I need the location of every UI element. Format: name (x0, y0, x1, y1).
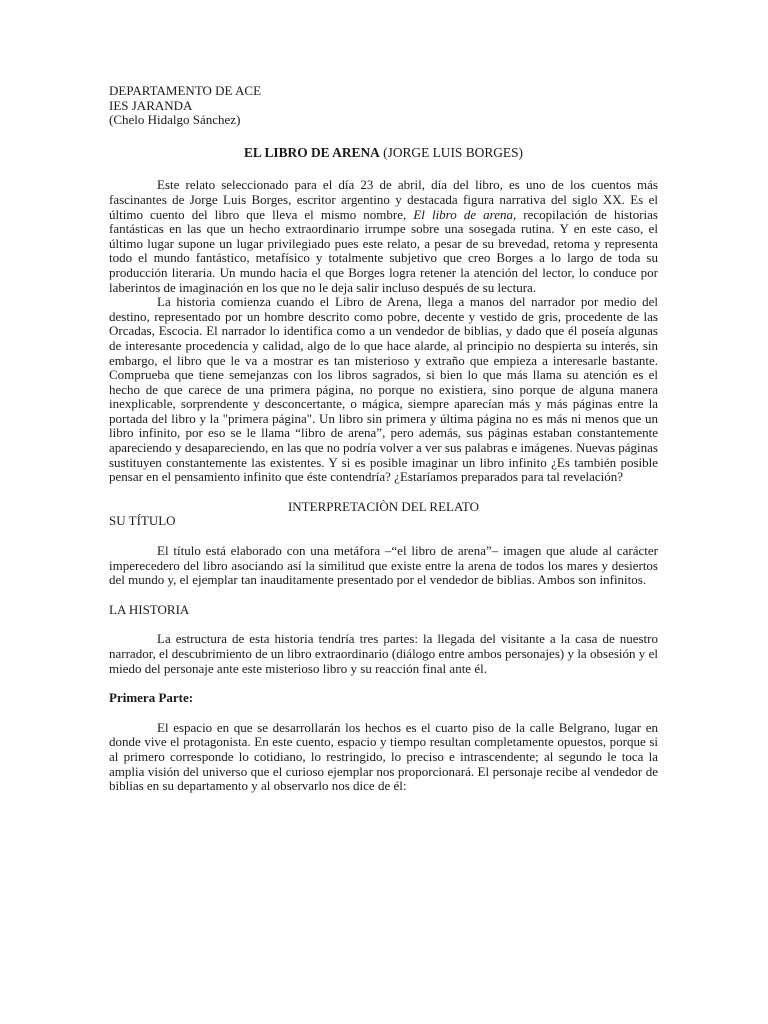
title-author: (JORGE LUIS BORGES) (379, 144, 524, 160)
author-line: (Chelo Hidalgo Sánchez) (109, 112, 241, 128)
document-title (109, 146, 658, 161)
title-main: EL LIBRO DE ARENA (243, 144, 380, 160)
part1-label: Primera Parte: (109, 690, 194, 706)
school-line: IES JARANDA (109, 97, 193, 113)
intro-paragraph-2: La historia comienza cuando el Libro de Arena, llega a manos del narrador por medio del destino, representado por un hombre descrito como pobre, decente y vestido de gris, procedente de las Orcadas, Escocia. El narrador lo identifica como a un vendedor de biblias, y dado que él poseía algunas de interesante procedencia y calidad, algo de lo que hace alarde, al principio no despierta su interés, sin embargo, el libro que le va a mostrar es tan misterioso y extraño que empieza a interesarle bastante. Comprueba que tiene semejanzas con los libros sagrados, si bien lo que más llama su atención es el hecho de que carece de una primera página, no porque no existiera, sino porque de alguna manera inexplicable, sorprendente y desconcertante, o mágica, siempre aparecían más y más páginas entre la portada del libro y la "primera página". Un libro sin primera y última página no es más ni menos que un libro infinito, por eso se le llama “libro de arena”, pero además, sus páginas estaban constantemente apareciendo y desapareciendo, en las que no podría volver a ver sus palabras e imágenes. Nuevas páginas sustituyen constantemente las existentes. Y si es posible imaginar un libro infinito ¿Es también posible pensar en el pensamiento infinito que éste contendría? ¿Estaríamos preparados para tal revelación? (109, 294, 658, 485)
intro-paragraph-1 (109, 178, 658, 295)
title-section-label: SU TÍTULO (109, 513, 176, 529)
history-section-label: LA HISTORIA (109, 601, 190, 617)
intro-p1-after: recopilación de historias fantásticas en las que un hecho extraordinario irrumpe sobre una sosegada rutina. Y en este caso, el último lugar supone un lugar privilegiado pues este relato, a pesar de su brevedad, retoma y representa todo el mundo fantástico, metafísico y totalmente subjetivo que creo Borges a lo largo de toda su producción literaria. Un mundo hacia el que Borges logra retener la atención del lector, lo conduce por laberintos de imaginación en los que no le deja salir incluso después de su lectura. (109, 206, 658, 295)
history-section-paragraph: La estructura de esta historia tendría tres partes: la llegada del visitante a la casa de nuestro narrador, el descubrimiento de un libro extraordinario (diálogo entre ambos personajes) y la obsesión y el miedo del personaje ante este misterioso libro y su reacción final ante él. (109, 631, 658, 676)
part1-paragraph: El espacio en que se desarrollarán los hechos es el cuarto piso de la calle Belgrano, lugar en donde vive el protagonista. En este cuento, espacio y tiempo resultan completamente opuestos, porque si al primero corresponde lo cotidiano, lo restringido, lo preciso e intrascendente; al segundo le toca la amplia visión del universo que el curioso ejemplar nos proporcionará. El personaje recibe al vendedor de biblias en su departamento y al observarlo nos dice de él: (109, 719, 658, 794)
title-section-paragraph: El título está elaborado con una metáfora –“el libro de arena”– imagen que alude al carácter imperecedero del libro asociando así la similitud que existe entre la arena de todos los mares y desiertos del mundo y, el ejemplar tan inauditamente presentado por el vendedor de biblias. Ambos son infinitos. (109, 543, 658, 588)
intro-p1-before: Este relato seleccionado para el día 23 de abril, día del libro, es uno de los cuentos más fascinantes de Jorge Luis Borges, escritor argentino y destacada figura narrativa del siglo XX. Es el último cuento del libro que lleva el mismo nombre, (109, 177, 658, 222)
interpretation-heading: INTERPRETACIÒN DEL RELATO (287, 498, 480, 514)
department-line: DEPARTAMENTO DE ACE (109, 83, 262, 98)
document-page (109, 84, 658, 794)
intro-p1-italic-title: El libro de arena, (413, 206, 517, 222)
